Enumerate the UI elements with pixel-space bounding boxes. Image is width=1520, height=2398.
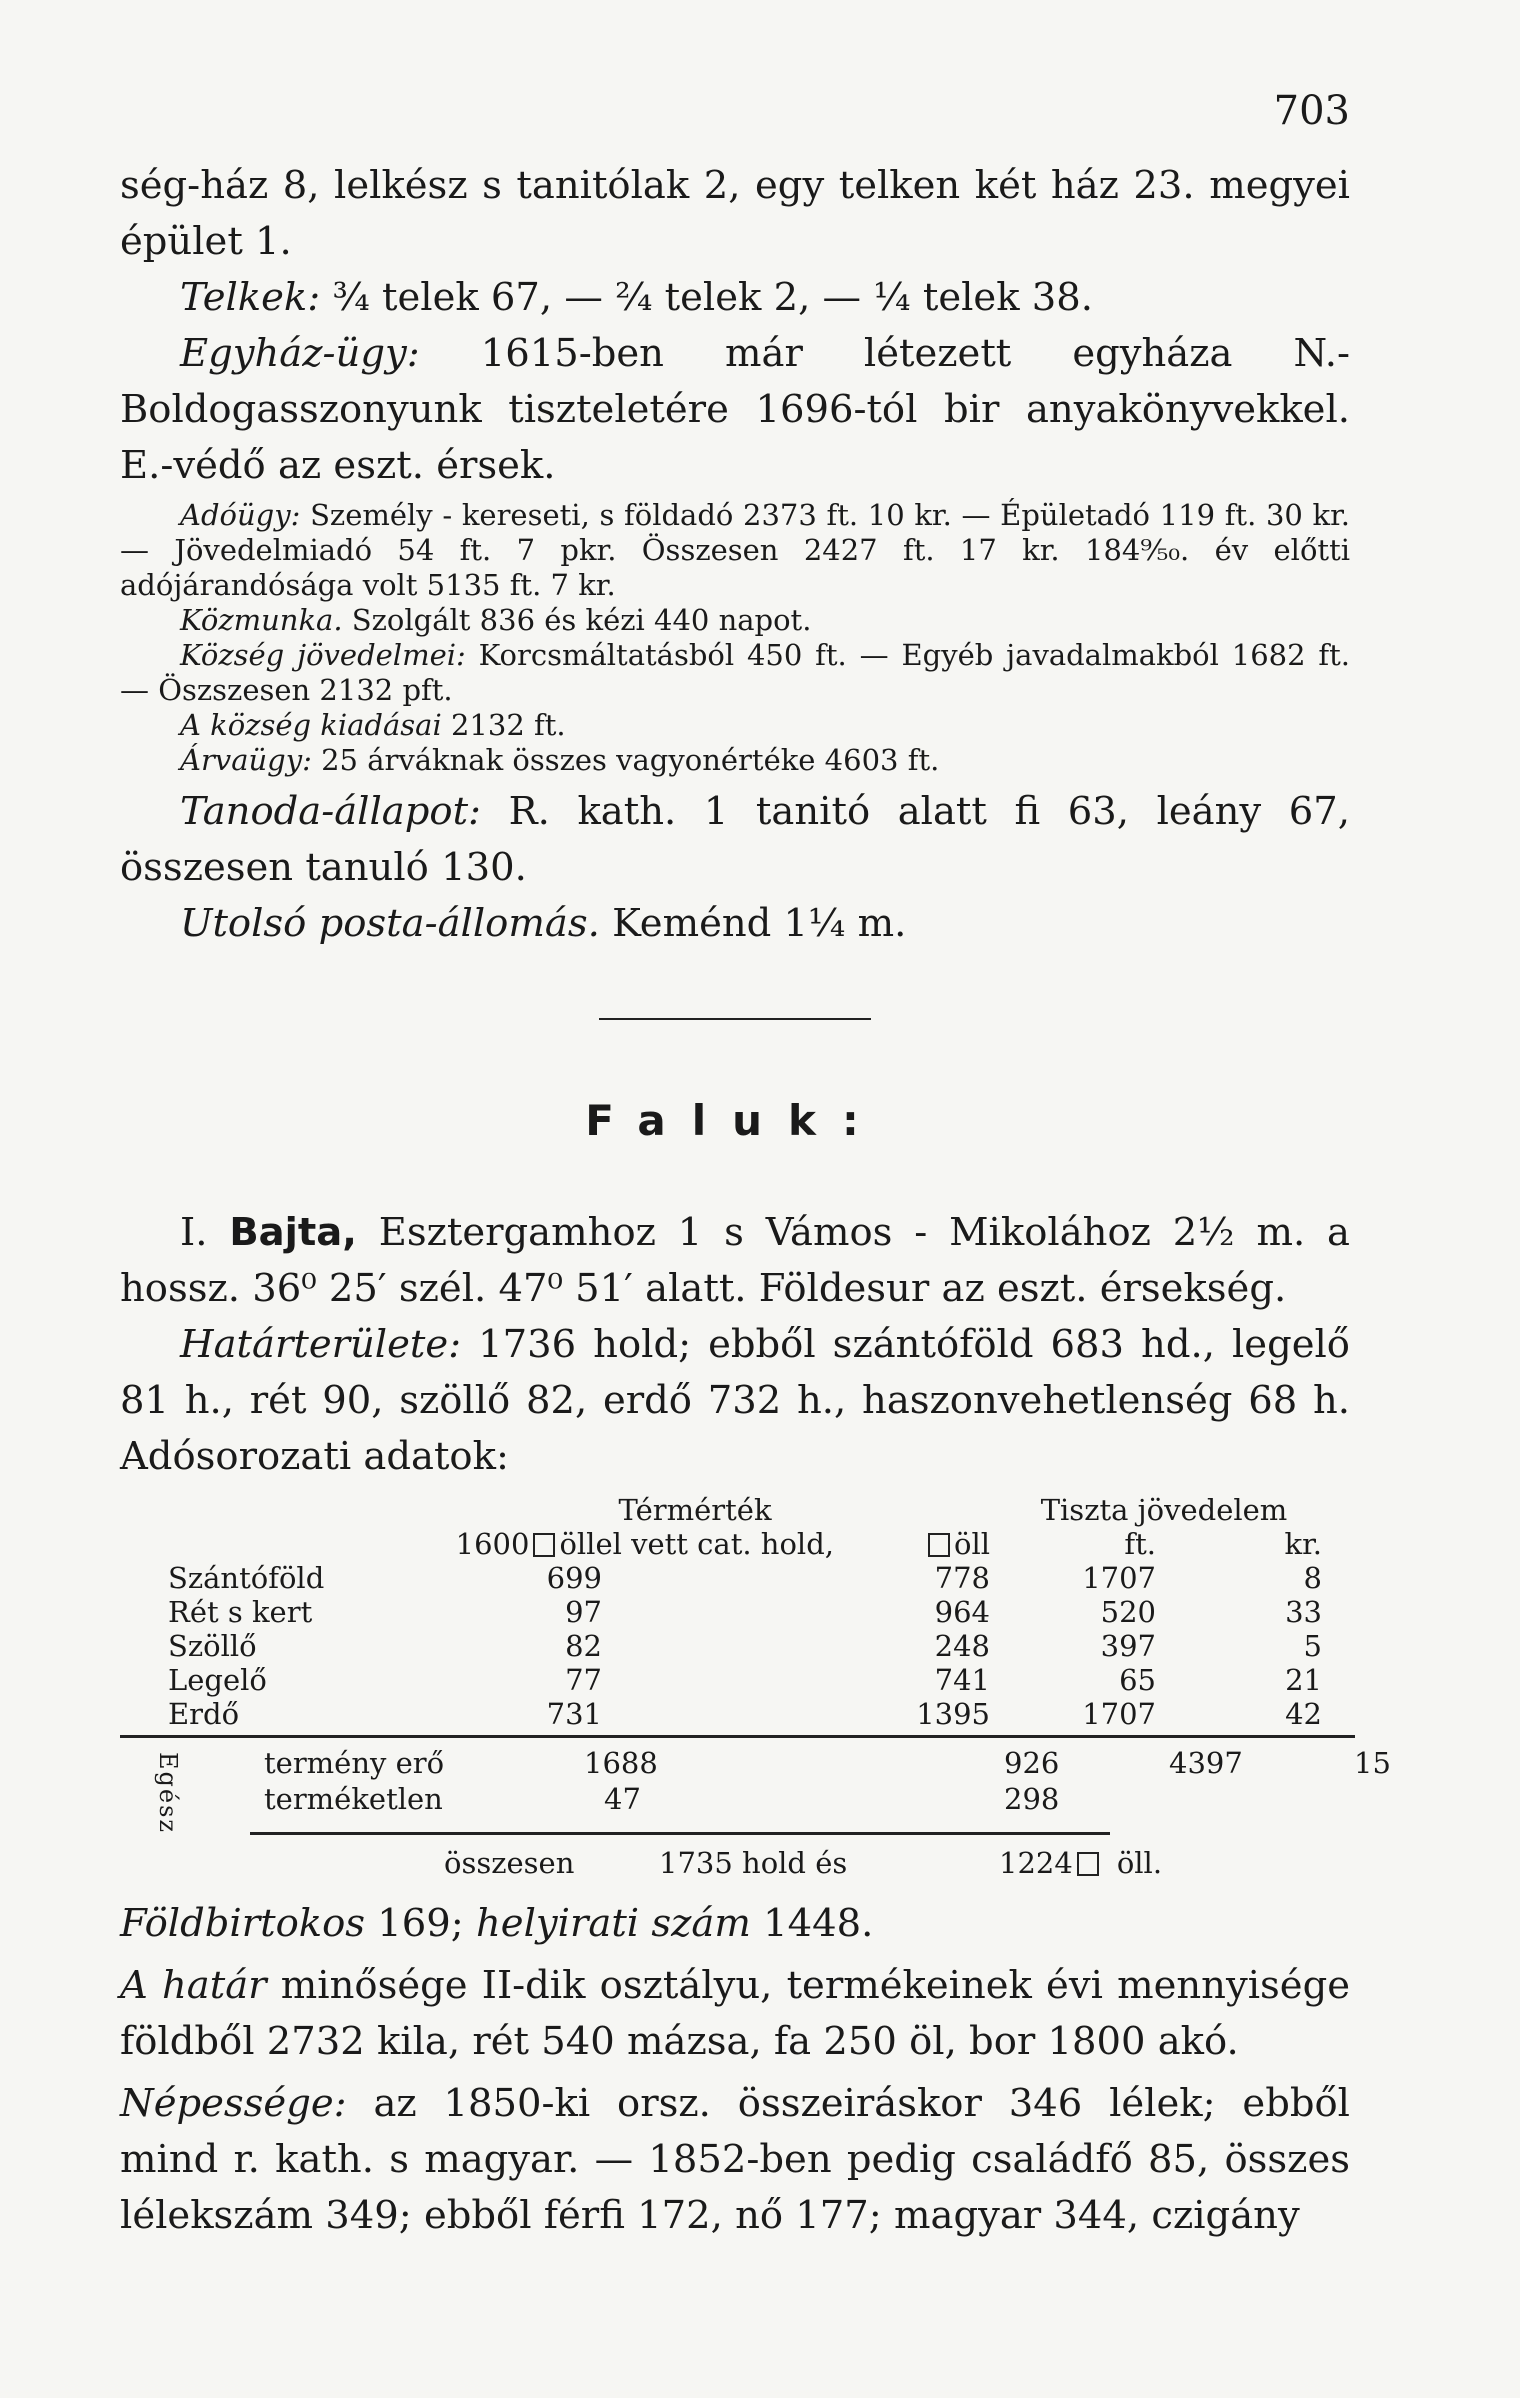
header-termertek: Térmérték bbox=[618, 1493, 772, 1527]
telkek-text: ¾ telek 67, — ²⁄₄ telek 2, — ¼ telek 38. bbox=[332, 275, 1093, 320]
square-symbol bbox=[533, 1533, 555, 1557]
tanoda-text: R. kath. 1 tanitó alatt fi 63, leány 67, összesen tanuló 130. bbox=[120, 789, 1350, 890]
kozseg-jov-label: Község jövedelmei: bbox=[180, 638, 466, 672]
posta-label: Utolsó posta-állomás. bbox=[180, 901, 600, 946]
tanoda-label: Tanoda-állapot: bbox=[180, 789, 482, 834]
kozseg-kiad-text: 2132 ft. bbox=[450, 708, 566, 742]
telkek-label: Telkek: bbox=[180, 275, 321, 320]
header-ft: ft. bbox=[1124, 1527, 1156, 1561]
header-tiszta-jovedelem: Tiszta jövedelem bbox=[1040, 1493, 1288, 1527]
square-symbol bbox=[928, 1533, 950, 1557]
table-header-row bbox=[160, 1493, 1330, 1527]
paragraph-hatar: A határ minősége II-dik osztályu, termékeinek évi mennyisége földből 2732 kila, rét 540 mázsa, fa 250 öl, bor 1800 akó. bbox=[120, 1963, 1351, 2064]
egyhaz-label: Egyház-ügy: bbox=[180, 331, 420, 376]
header-oll: öll bbox=[842, 1527, 998, 1561]
section-heading: Faluk: bbox=[585, 1096, 885, 1145]
paragraph-tanoda bbox=[120, 784, 1350, 896]
paragraph-arvaugy bbox=[120, 743, 1350, 778]
bajta-text: Esztergamhoz 1 s Vámos - Mikolához 2½ m. a hossz. 36⁰ 25′ szél. 47⁰ 51′ alatt. Földesur az eszt. érsekség. bbox=[120, 1210, 1351, 1311]
paragraph-bajta bbox=[120, 1205, 1350, 1317]
kozmunka-label: Közmunka. bbox=[180, 603, 343, 637]
paragraph-telkek bbox=[120, 270, 1350, 326]
hatar-terulet-text: 1736 hold; ebből szántóföld 683 hd., legelő 81 h., rét 90, szöllő 82, erdő 732 h., haszonvehetlenség 68 h. Adósorozati adatok: bbox=[120, 1322, 1350, 1479]
summary-rule bbox=[250, 1832, 1110, 1835]
paragraph-nepesseg: Népessége: az 1850-ki orsz. összeiráskor 346 lélek; ebből mind r. kath. s magyar. — 1852-ben pedig családfő 85, összes lélekszám 349; ebből férfi 172, nő 177; magyar 344, czigány bbox=[120, 2081, 1350, 2238]
adougy-label: Adóügy: bbox=[180, 498, 301, 532]
paragraph-egyhaz bbox=[120, 326, 1350, 494]
page-number: 703 bbox=[1273, 88, 1350, 134]
tax-assessment-table bbox=[160, 1493, 1330, 1731]
bajta-name: Bajta, bbox=[229, 1210, 357, 1255]
square-symbol bbox=[1077, 1852, 1099, 1876]
section-divider bbox=[599, 1018, 871, 1020]
vertical-label: Egész bbox=[154, 1752, 182, 1835]
table-row: Szántóföld 699 778 1707 8 bbox=[168, 1561, 1322, 1595]
paragraph-intro: ség-ház 8, lelkész s tanitólak 2, egy telken két ház 23. megyei épület 1. bbox=[120, 163, 1350, 264]
paragraph-kozseg-jovedelem bbox=[120, 638, 1350, 708]
paragraph-hatarterulet bbox=[120, 1317, 1350, 1485]
arvaugy-label: Árvaügy: bbox=[180, 743, 312, 777]
table-subheader-row bbox=[160, 1527, 1330, 1561]
paragraph-kozmunka bbox=[120, 603, 1350, 638]
small-print-block bbox=[120, 498, 1350, 778]
table-row: Szöllő 82 248 397 5 bbox=[168, 1629, 1322, 1663]
table-row: Erdő 731 1395 1707 42 bbox=[168, 1697, 1322, 1731]
hatar-terulet-label: Határterülete: bbox=[180, 1322, 462, 1367]
paragraph-kozseg-kiadas bbox=[120, 708, 1350, 743]
egyhaz-text: 1615-ben már létezett egyháza N.-Boldogasszonyunk tiszteletére 1696-tól bir anyakönyvekkel. E.-védő az eszt. érsek. bbox=[120, 331, 1350, 488]
posta-text: Keménd 1¼ m. bbox=[612, 901, 907, 946]
header-hold: 1600 öllel vett cat. hold, bbox=[455, 1527, 834, 1561]
paragraph-foldbirtokos: Földbirtokos 169; helyirati szám 1448. bbox=[120, 1901, 874, 1946]
header-kr: kr. bbox=[1284, 1527, 1322, 1561]
arvaugy-text: 25 árváknak összes vagyonértéke 4603 ft. bbox=[321, 743, 940, 777]
kozmunka-text: Szolgált 836 és kézi 440 napot. bbox=[351, 603, 812, 637]
page-body bbox=[120, 158, 1391, 2244]
bajta-number: I. bbox=[180, 1210, 208, 1255]
table-summary: Egész termény erő 1688 926 4397 15 terméketlen 47 298 összesen 1735 hold és 1224 öll. bbox=[154, 1746, 1391, 1880]
kozseg-jov-text: Korcsmáltatásból 450 ft. — Egyéb javadalmakból 1682 ft. — Öszszesen 2132 pft. bbox=[120, 638, 1351, 707]
table-rule bbox=[120, 1735, 1355, 1738]
paragraph-posta bbox=[120, 896, 1350, 952]
kozseg-kiad-label: A község kiadásai bbox=[180, 708, 442, 742]
paragraph-adougy bbox=[120, 498, 1350, 603]
table-row: Legelő 77 741 65 21 bbox=[168, 1663, 1322, 1697]
table-row: Rét s kert 97 964 520 33 bbox=[168, 1595, 1322, 1629]
adougy-text: Személy - kereseti, s földadó 2373 ft. 10 kr. — Épületadó 119 ft. 30 kr. — Jövedelmiadó 54 ft. 7 pkr. Összesen 2427 ft. 17 kr. 184⁹⁄₅₀. év előtti adójárandósága volt 5135 ft. 7 kr. bbox=[120, 498, 1351, 602]
